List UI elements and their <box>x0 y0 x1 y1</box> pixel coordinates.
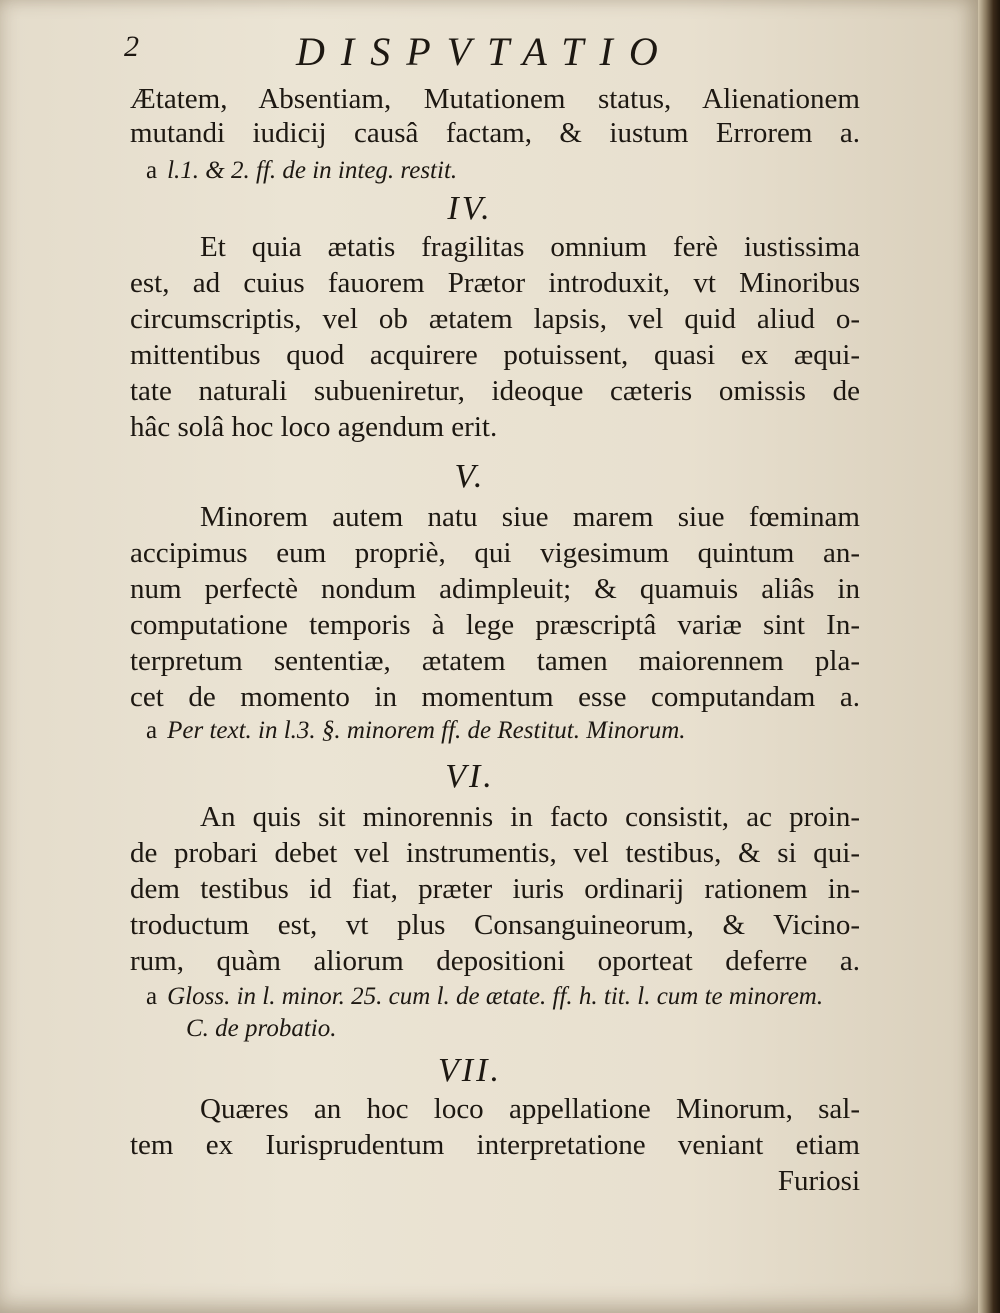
section-heading-vi: VI. <box>445 758 495 795</box>
text-line: An quis sit minorennis in facto consistit, ac proin- <box>200 801 860 833</box>
section-heading-iv: IV. <box>447 190 493 227</box>
text-line: mittentibus quod acquirere potuissent, quasi ex æqui- <box>130 339 860 371</box>
footnote-text: Gloss. in l. minor. 25. cum l. de ætate. ff. h. tit. l. cum te minorem. <box>167 983 824 1010</box>
text-line: Ætatem, Absentiam, Mutationem status, Alienationem <box>130 83 860 115</box>
text-line: mutandi iudicij causâ factam, & iustum Errorem a. <box>130 117 860 149</box>
text-line: terpretum sententiæ, ætatem tamen maiorennem pla- <box>130 645 860 677</box>
footnote <box>146 982 860 1012</box>
catchword: Furiosi <box>777 1165 860 1197</box>
footnote-text: C. de probatio. <box>186 1015 337 1042</box>
text-line: Et quia ætatis fragilitas omnium ferè iustissima <box>200 231 860 263</box>
footnote-continuation <box>186 1014 900 1044</box>
text-line: cet de momento in momentum esse computandam a. <box>130 681 860 713</box>
text-line: computatione temporis à lege præscriptâ variæ sint In- <box>130 609 860 641</box>
running-head: DISPVTATIO <box>296 29 674 74</box>
text-line: est, ad cuius fauorem Prætor introduxit, vt Minoribus <box>130 267 860 299</box>
footnote-text: l.1. & 2. ff. de in integ. restit. <box>167 157 458 184</box>
page-number: 2 <box>124 30 139 63</box>
footnote <box>146 716 860 746</box>
footnote-marker: a <box>146 983 158 1010</box>
footnote-marker: a <box>146 717 158 744</box>
text-line: accipimus eum propriè, qui vigesimum quintum an- <box>130 537 860 569</box>
text-line: rum, quàm aliorum depositioni oporteat deferre a. <box>130 945 860 977</box>
book-spine-edge <box>978 0 1000 1313</box>
text-line: hâc solâ hoc loco agendum erit. <box>130 411 498 443</box>
text-line: troductum est, vt plus Consanguineorum, & Vicino- <box>130 909 860 941</box>
text-line: Minorem autem natu siue marem siue fœminam <box>200 501 860 533</box>
text-line: dem testibus id fiat, præter iuris ordinarij rationem in- <box>130 873 860 905</box>
section-heading-vii: VII. <box>438 1052 502 1089</box>
footnote-text: Per text. in l.3. §. minorem ff. de Restitut. Minorum. <box>167 717 686 744</box>
text-line: num perfectè nondum adimpleuit; & quamuis aliâs in <box>130 573 860 605</box>
section-heading-v: V. <box>454 458 486 495</box>
footnote <box>146 156 860 186</box>
text-line: circumscriptis, vel ob ætatem lapsis, vel quid aliud o- <box>130 303 860 335</box>
text-line: de probari debet vel instrumentis, vel testibus, & si qui- <box>130 837 860 869</box>
text-line: tate naturali subueniretur, ideoque cæteris omissis de <box>130 375 860 407</box>
footnote-marker: a <box>146 157 158 184</box>
text-line: Quæres an hoc loco appellatione Minorum, sal- <box>200 1093 860 1125</box>
text-line: tem ex Iurisprudentum interpretatione veniant etiam <box>130 1129 860 1161</box>
